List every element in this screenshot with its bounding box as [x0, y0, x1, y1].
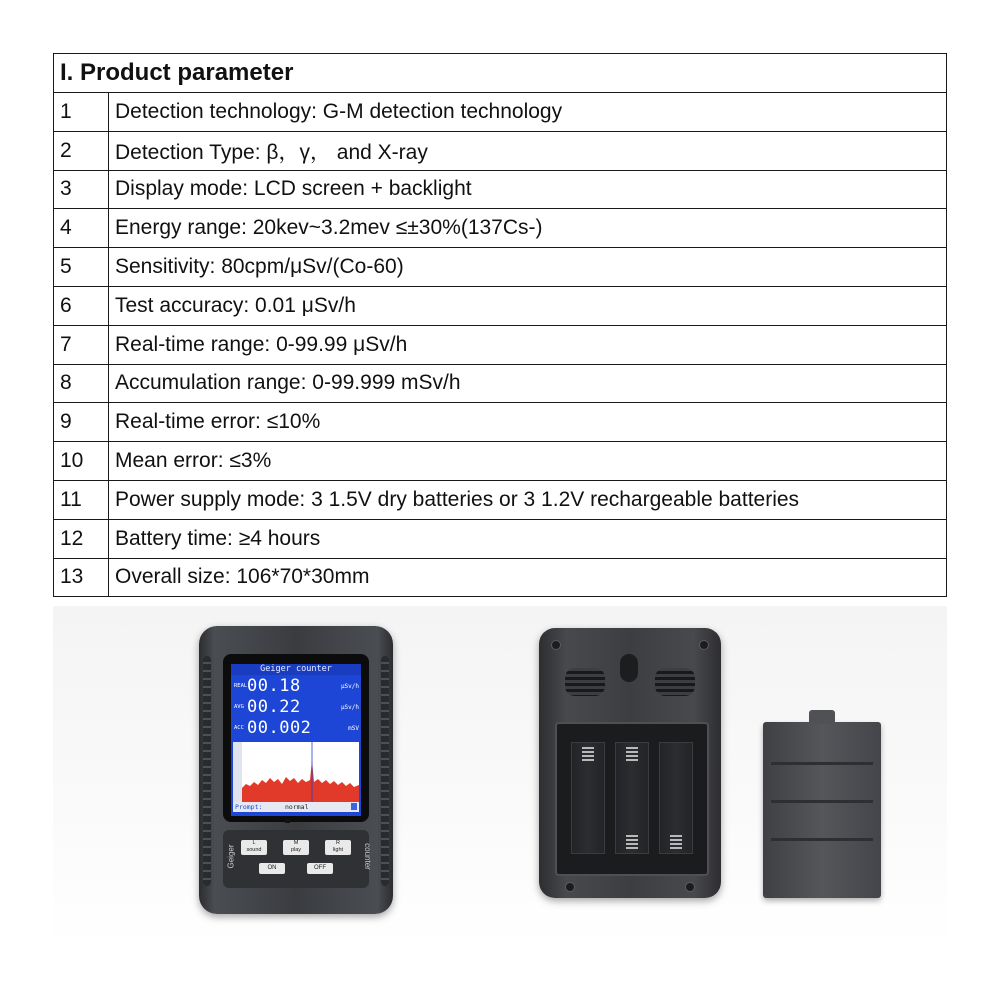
screw [565, 882, 575, 892]
table-row [54, 364, 947, 403]
battery-slot [659, 742, 693, 854]
table-row [54, 325, 947, 364]
row-number: 10 [54, 442, 109, 481]
reading-label: REAL [234, 683, 248, 689]
table-row [54, 170, 947, 209]
graph-area [242, 760, 359, 802]
spring-icon [582, 747, 594, 761]
cover-tab [809, 710, 835, 724]
reading-real [231, 675, 361, 696]
spring-icon [670, 835, 682, 849]
key-top-label: L [252, 840, 256, 846]
screw [551, 640, 561, 650]
graph-axis [233, 742, 242, 802]
speaker-grille-left [565, 668, 605, 696]
graph-plot [242, 742, 359, 802]
spring-icon [626, 747, 638, 761]
table-row [54, 558, 947, 597]
speaker-grille-right [655, 668, 695, 696]
indicator-dot [285, 819, 290, 823]
reading-unit: μSv/h [340, 683, 359, 690]
row-text: Energy range: 20kev~3.2mev ≤±30%(137Cs-) [109, 209, 947, 248]
cover-rib [771, 838, 873, 841]
key-l-sound[interactable] [241, 840, 267, 855]
hanging-hook-icon [620, 654, 638, 682]
status-icon [351, 803, 357, 810]
screw [699, 640, 709, 650]
prompt-value: normal [285, 803, 309, 811]
row-number: 13 [54, 558, 109, 597]
on-button[interactable]: ON [259, 863, 285, 874]
table-row [54, 519, 947, 558]
row-number: 5 [54, 248, 109, 287]
grip-right [381, 656, 389, 886]
product-photo [53, 606, 947, 946]
row-number: 1 [54, 93, 109, 132]
prompt-bar [233, 802, 359, 812]
cover-rib [771, 762, 873, 765]
row-number: 11 [54, 480, 109, 519]
reading-unit: μSv/h [340, 704, 359, 711]
side-label-left: Geiger [226, 844, 236, 869]
row-text: Detection Type: β，γ， and X-ray [109, 131, 947, 170]
row-number: 2 [54, 131, 109, 170]
table-row [54, 248, 947, 287]
table-row [54, 442, 947, 481]
product-parameter-table [53, 53, 947, 597]
spring-icon [626, 835, 638, 849]
reading-acc [231, 717, 361, 738]
side-label-right: counter [363, 843, 373, 870]
key-m-play[interactable] [283, 840, 309, 855]
row-text: Detection technology: G-M detection technology [109, 93, 947, 132]
off-button[interactable]: OFF [307, 863, 333, 874]
reading-value: 00.002 [247, 718, 312, 738]
table-title-row [54, 54, 947, 93]
table-row [54, 93, 947, 132]
screen-bezel [223, 654, 369, 822]
reading-value: 00.22 [247, 697, 301, 717]
row-number: 8 [54, 364, 109, 403]
prompt-label: Prompt: [235, 803, 263, 811]
row-text: Accumulation range: 0-99.999 mSv/h [109, 364, 947, 403]
key-bottom-label: sound [246, 847, 262, 853]
screen-title: Geiger counter [231, 664, 361, 675]
row-number: 7 [54, 325, 109, 364]
row-number: 3 [54, 170, 109, 209]
row-text: Mean error: ≤3% [109, 442, 947, 481]
row-number: 4 [54, 209, 109, 248]
grip-left [203, 656, 211, 886]
reading-avg [231, 696, 361, 717]
row-number: 6 [54, 286, 109, 325]
row-text: Battery time: ≥4 hours [109, 519, 947, 558]
row-number: 9 [54, 403, 109, 442]
battery-compartment [555, 722, 709, 876]
reading-unit: mSV [348, 725, 359, 732]
device-back [539, 628, 721, 898]
row-text: Overall size: 106*70*30mm [109, 558, 947, 597]
key-bottom-label: play [290, 847, 302, 853]
reading-label: AVG [234, 704, 244, 710]
table-title: I. Product parameter [54, 54, 947, 93]
cover-rib [771, 800, 873, 803]
row-text: Real-time error: ≤10% [109, 403, 947, 442]
row-text: Test accuracy: 0.01 μSv/h [109, 286, 947, 325]
keypad [223, 830, 373, 888]
device-front [199, 626, 393, 914]
row-text: Power supply mode: 3 1.5V dry batteries or 3 1.2V rechargeable batteries [109, 480, 947, 519]
radiation-graph [233, 742, 359, 802]
reading-value: 00.18 [247, 676, 301, 696]
battery-cover [763, 722, 881, 898]
table-row [54, 403, 947, 442]
lcd-screen [231, 664, 361, 816]
battery-slot [571, 742, 605, 854]
table-row [54, 480, 947, 519]
row-text: Sensitivity: 80cpm/μSv/(Co-60) [109, 248, 947, 287]
key-r-light[interactable] [325, 840, 351, 855]
row-number: 12 [54, 519, 109, 558]
row-text: Display mode: LCD screen + backlight [109, 170, 947, 209]
battery-slot [615, 742, 649, 854]
screw [685, 882, 695, 892]
row-text: Real-time range: 0-99.99 μSv/h [109, 325, 947, 364]
table-row [54, 286, 947, 325]
table-row [54, 131, 947, 170]
table-row [54, 209, 947, 248]
key-top-label: R [336, 840, 340, 846]
key-bottom-label: light [332, 847, 344, 853]
reading-label: ACC [234, 725, 244, 731]
key-top-label: M [293, 840, 299, 846]
